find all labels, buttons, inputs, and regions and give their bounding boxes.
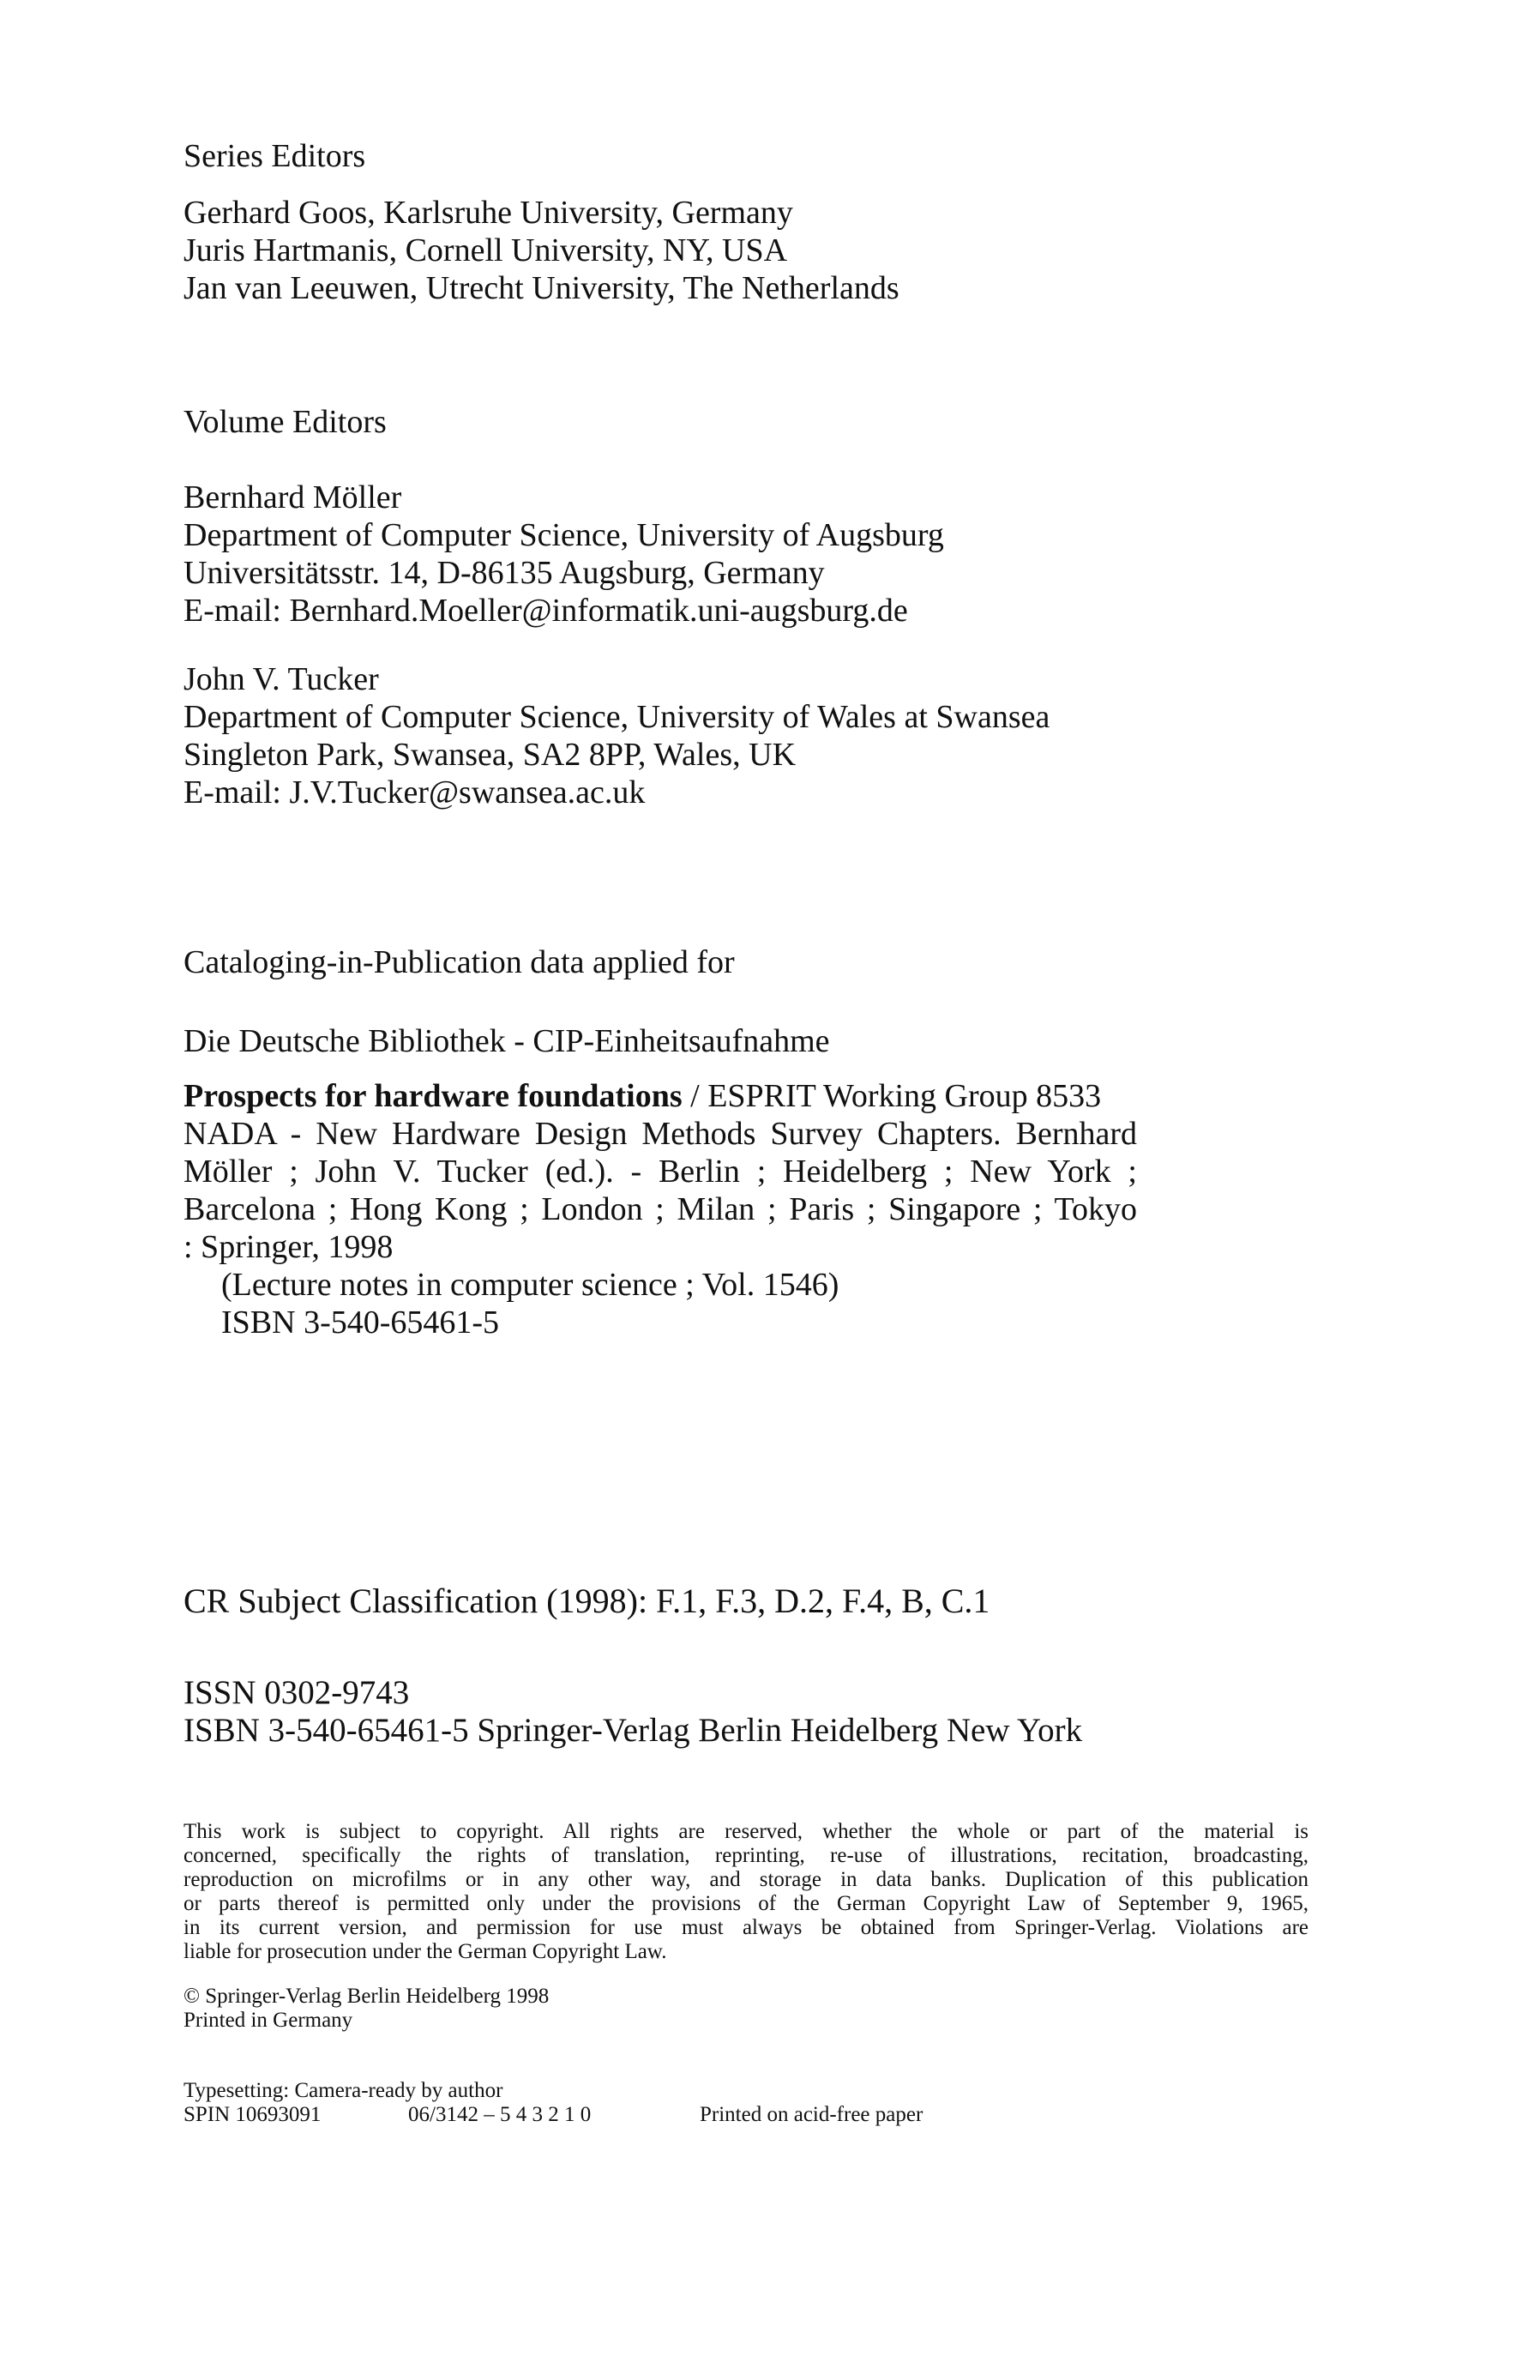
- printed-in: Printed in Germany: [183, 2009, 353, 2032]
- cip-line: : Springer, 1998: [183, 1229, 394, 1265]
- copyright-notice: [183, 1820, 1308, 1964]
- volume-editor-moeller: [183, 479, 944, 630]
- editor-address: Universitätsstr. 14, D-86135 Augsburg, Germany: [183, 555, 825, 591]
- spin-row: [183, 2103, 923, 2127]
- typesetting-block: [183, 2079, 923, 2127]
- cr-classification: CR Subject Classification (1998): F.1, F.3, D.2, F.4, B, C.1: [183, 1582, 990, 1620]
- series-editor: Gerhard Goos, Karlsruhe University, Germany: [183, 195, 793, 231]
- cip-line: NADA - New Hardware Design Methods Survey Chapters. Bernhard: [183, 1116, 1137, 1152]
- cip-series-note: (Lecture notes in computer science ; Vol. 1546): [221, 1267, 839, 1303]
- cip-applied: [183, 943, 735, 981]
- series-editors-block: [183, 137, 365, 175]
- editor-affiliation: Department of Computer Science, University of Wales at Swansea: [183, 699, 1050, 735]
- cip-record: [183, 1077, 1137, 1341]
- cip-applied-text: Cataloging-in-Publication data applied for: [183, 944, 735, 980]
- acid-free-paper: Printed on acid-free paper: [700, 2103, 923, 2126]
- cip-library-text: Die Deutsche Bibliothek - CIP-Einheitsaufnahme: [183, 1023, 830, 1059]
- editor-affiliation: Department of Computer Science, University of Augsburg: [183, 517, 944, 553]
- copyright-line: © Springer-Verlag Berlin Heidelberg 1998: [183, 1985, 550, 2008]
- isbn-full: ISBN 3-540-65461-5 Springer-Verlag Berlin Heidelberg New York: [183, 1712, 1083, 1749]
- cip-title-line: [183, 1077, 1137, 1115]
- volume-editors-heading: Volume Editors: [183, 404, 387, 440]
- notice-line: liable for prosecution under the German Copyright Law.: [183, 1940, 667, 1963]
- series-editors-heading: Series Editors: [183, 138, 366, 174]
- notice-line: concerned, specifically the rights of translation, reprinting, re-use of illustrations, recitation, broadcasting,: [183, 1844, 1308, 1867]
- notice-line: reproduction on microfilms or in any other way, and storage in data banks. Duplication of this publication: [183, 1868, 1308, 1891]
- editor-email: E-mail: Bernhard.Moeller@informatik.uni-augsburg.de: [183, 593, 908, 629]
- cip-library: [183, 1022, 830, 1060]
- cip-line: Barcelona ; Hong Kong ; London ; Milan ; Paris ; Singapore ; Tokyo: [183, 1191, 1137, 1227]
- cip-title-rest: / ESPRIT Working Group 8533: [682, 1078, 1102, 1114]
- issn-isbn-block: [183, 1674, 1082, 1750]
- cip-title: Prospects for hardware foundations: [183, 1078, 683, 1114]
- series-editor: Jan van Leeuwen, Utrecht University, The Netherlands: [183, 270, 899, 306]
- editor-email: E-mail: J.V.Tucker@swansea.ac.uk: [183, 774, 646, 810]
- cip-line: Möller ; John V. Tucker (ed.). - Berlin ; Heidelberg ; New York ;: [183, 1154, 1137, 1190]
- editor-name: Bernhard Möller: [183, 479, 402, 515]
- copyright-block: [183, 1985, 549, 2033]
- spin-number: SPIN 10693091: [183, 2103, 322, 2126]
- editor-name: John V. Tucker: [183, 661, 379, 697]
- classification-block: [183, 1582, 990, 1621]
- series-editor: Juris Hartmanis, Cornell University, NY, USA: [183, 232, 788, 268]
- typesetting: Typesetting: Camera-ready by author: [183, 2079, 503, 2102]
- series-editors-list: [183, 194, 899, 307]
- notice-line: in its current version, and permission for use must always be obtained from Springer-Verlag. Violations are: [183, 1916, 1308, 1939]
- cip-isbn: ISBN 3-540-65461-5: [221, 1304, 500, 1341]
- issn: ISSN 0302-9743: [183, 1674, 410, 1711]
- volume-editor-tucker: [183, 660, 1050, 811]
- volume-editors-block: [183, 403, 387, 441]
- print-code: 06/3142 – 5 4 3 2 1 0: [408, 2103, 592, 2126]
- notice-line: or parts thereof is permitted only under the provisions of the German Copyright Law of September 9, 1965,: [183, 1892, 1308, 1915]
- editor-address: Singleton Park, Swansea, SA2 8PP, Wales, UK: [183, 737, 797, 773]
- notice-line: This work is subject to copyright. All rights are reserved, whether the whole or part of the material is: [183, 1820, 1308, 1843]
